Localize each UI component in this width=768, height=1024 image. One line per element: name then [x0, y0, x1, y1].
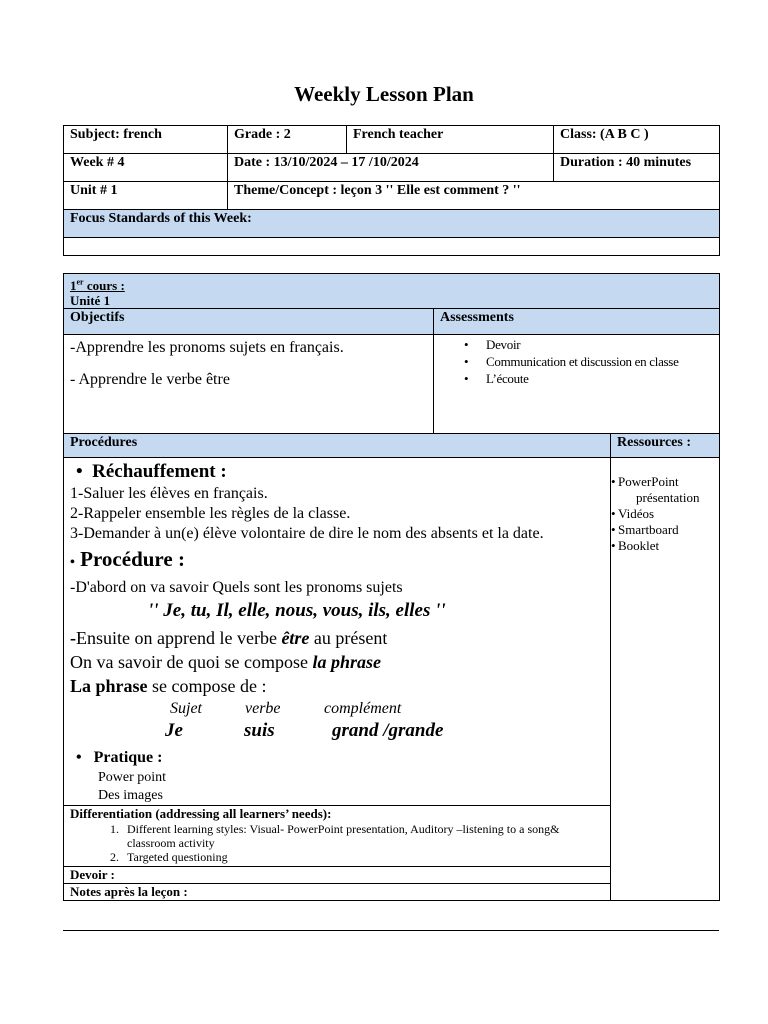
pronouns-line: '' Je, tu, Il, elle, nous, vous, ils, elles ''	[148, 600, 446, 622]
subject-cell: Subject: french	[64, 126, 228, 154]
example-word: Je	[165, 720, 183, 742]
practice-heading: • Pratique :	[76, 749, 163, 767]
differentiation-item: 2. Targeted questioning	[122, 850, 604, 864]
duration-cell: Duration : 40 minutes	[554, 154, 720, 182]
objectives-cell	[64, 335, 434, 434]
differentiation-cell	[64, 806, 611, 867]
resource-item: • PowerPoint présentation	[611, 474, 719, 506]
procedures-header: Procédures	[64, 434, 611, 458]
lesson-table	[63, 273, 720, 901]
devoir-label: Devoir :	[64, 867, 611, 884]
verb-line: -Ensuite on apprend le verbe être au présent	[70, 628, 388, 649]
procedures-cell	[64, 458, 611, 806]
grammar-label: complément	[324, 700, 402, 718]
assessments-header: Assessments	[434, 309, 720, 335]
grade-cell: Grade : 2	[228, 126, 347, 154]
grammar-example	[70, 720, 604, 744]
ressources-header: Ressources :	[611, 434, 720, 458]
warmup-step: 3-Demander à un(e) élève volontaire de dire le nom des absents et la date.	[70, 525, 544, 543]
compose-line: On va savoir de quoi se compose la phrase	[70, 652, 381, 673]
example-word: grand /grande	[332, 720, 444, 742]
resources-cell	[611, 458, 720, 901]
differentiation-item: 1. Different learning styles: Visual- PowerPoint presentation, Auditory –listening to a song& classroom activity	[122, 822, 604, 850]
differentiation-label: Differentiation (addressing all learners’ needs):	[70, 806, 332, 822]
warmup-step: 2-Rappeler ensemble les règles de la classe.	[70, 505, 351, 523]
objective-item: - Apprendre le verbe être	[70, 371, 230, 389]
warmup-heading: • Réchauffement :	[76, 461, 227, 483]
unite-label: Unité 1	[70, 293, 111, 309]
resource-item: • Smartboard	[611, 522, 719, 538]
resource-item: • Vidéos	[611, 506, 719, 522]
practice-item: Des images	[98, 788, 163, 804]
focus-standards-value	[64, 238, 720, 256]
objectifs-header: Objectifs	[64, 309, 434, 335]
focus-standards-label: Focus Standards of this Week:	[64, 210, 720, 238]
practice-item: Power point	[98, 770, 167, 786]
theme-cell: Theme/Concept : leçon 3 '' Elle est comment ? ''	[228, 182, 720, 210]
unit-cell: Unit # 1	[64, 182, 228, 210]
objective-item: -Apprendre les pronoms sujets en français.	[70, 339, 344, 357]
phrase-line: La phrase se compose de :	[70, 676, 267, 697]
teacher-cell: French teacher	[347, 126, 554, 154]
page-title: Weekly Lesson Plan	[294, 82, 474, 106]
assessment-item: • L’écoute	[440, 370, 713, 387]
grammar-labels	[70, 698, 604, 720]
footer-divider	[63, 930, 719, 931]
resource-item: • Booklet	[611, 538, 719, 554]
header-table	[63, 125, 720, 256]
assessments-cell	[434, 335, 720, 434]
assessment-item: • Communication et discussion en classe	[440, 353, 713, 370]
example-word: suis	[244, 720, 275, 742]
grammar-label: Sujet	[170, 700, 202, 718]
grammar-label: verbe	[245, 700, 281, 718]
procedure-intro: -D'abord on va savoir Quels sont les pronoms sujets	[70, 579, 403, 597]
assessment-item: • Devoir	[440, 336, 713, 353]
notes-label: Notes après la leçon :	[64, 884, 611, 901]
warmup-step: 1-Saluer les élèves en français.	[70, 485, 268, 503]
procedure-heading: • Procédure :	[70, 547, 185, 572]
cours-header: 1er cours : Unité 1	[64, 274, 720, 309]
date-cell: Date : 13/10/2024 – 17 /10/2024	[228, 154, 554, 182]
week-cell: Week # 4	[64, 154, 228, 182]
class-cell: Class: (A B C )	[554, 126, 720, 154]
